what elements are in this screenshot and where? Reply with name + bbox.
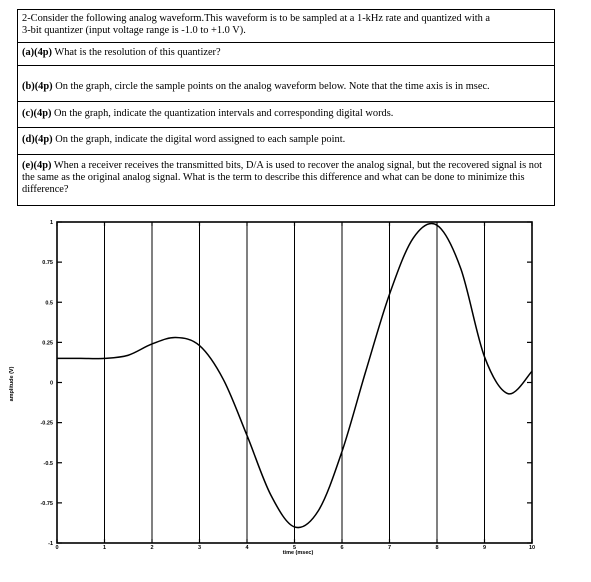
part-d-text: On the graph, indicate the digital word assigned to each sample point. bbox=[52, 134, 346, 145]
y-tick-label: -0.75 bbox=[40, 500, 53, 507]
part-e-text: When a receiver receives the transmitted bits, D/A is used to recover the analog signal, but the recovered signal is not the same as the original analog signal. What is the term to describe this difference and what can be done to minimize this difference? bbox=[22, 160, 543, 196]
x-tick-label: 2 bbox=[150, 545, 154, 551]
part-c-label: (c)(4p) bbox=[22, 108, 52, 119]
x-tick-label: 10 bbox=[528, 545, 536, 551]
x-tick-label: 4 bbox=[245, 545, 249, 551]
question-intro-line-1: 2-Consider the following analog waveform.This waveform is to be sampled at a 1-kHz rate and quantized with a bbox=[22, 13, 491, 24]
part-a-text: What is the resolution of this quantizer? bbox=[52, 47, 221, 58]
y-tick-label: 1 bbox=[49, 220, 53, 226]
part-b-text: On the graph, circle the sample points on the analog waveform below. Note that the time axis is in msec. bbox=[52, 81, 490, 92]
part-d-label: (d)(4p) bbox=[22, 134, 53, 145]
x-tick-label: 1 bbox=[102, 545, 107, 551]
y-tick-label: 0.5 bbox=[45, 300, 53, 307]
part-e-label: (e)(4p) bbox=[22, 160, 52, 171]
y-axis-label: amplitude (V) bbox=[9, 366, 15, 402]
x-tick-label: 7 bbox=[387, 545, 392, 551]
question-intro-line-2: 3-bit quantizer (input voltage range is -1.0 to +1.0 V). bbox=[22, 25, 246, 36]
grid bbox=[105, 222, 485, 543]
y-tick-label: -0.5 bbox=[43, 460, 53, 467]
x-tick-label: 5 bbox=[292, 545, 297, 551]
y-tick-label: -0.25 bbox=[40, 420, 53, 427]
part-c-text: On the graph, indicate the quantization intervals and corresponding digital words. bbox=[51, 108, 394, 119]
y-tick-label: 0.75 bbox=[42, 260, 53, 267]
x-tick-label: 9 bbox=[482, 545, 487, 551]
x-tick-label: 3 bbox=[197, 545, 202, 551]
x-axis-label: time (msec) bbox=[282, 550, 314, 556]
x-tick-label: 6 bbox=[340, 545, 344, 551]
x-tick-label: 8 bbox=[435, 545, 439, 551]
y-tick-label: 0.25 bbox=[42, 340, 53, 347]
part-b-label: (b)(4p) bbox=[22, 81, 53, 92]
x-tick-label: 0 bbox=[55, 545, 59, 551]
y-tick-label: 0 bbox=[49, 380, 53, 387]
y-tick-label: -1 bbox=[48, 541, 53, 547]
part-a-label: (a)(4p) bbox=[22, 47, 53, 58]
